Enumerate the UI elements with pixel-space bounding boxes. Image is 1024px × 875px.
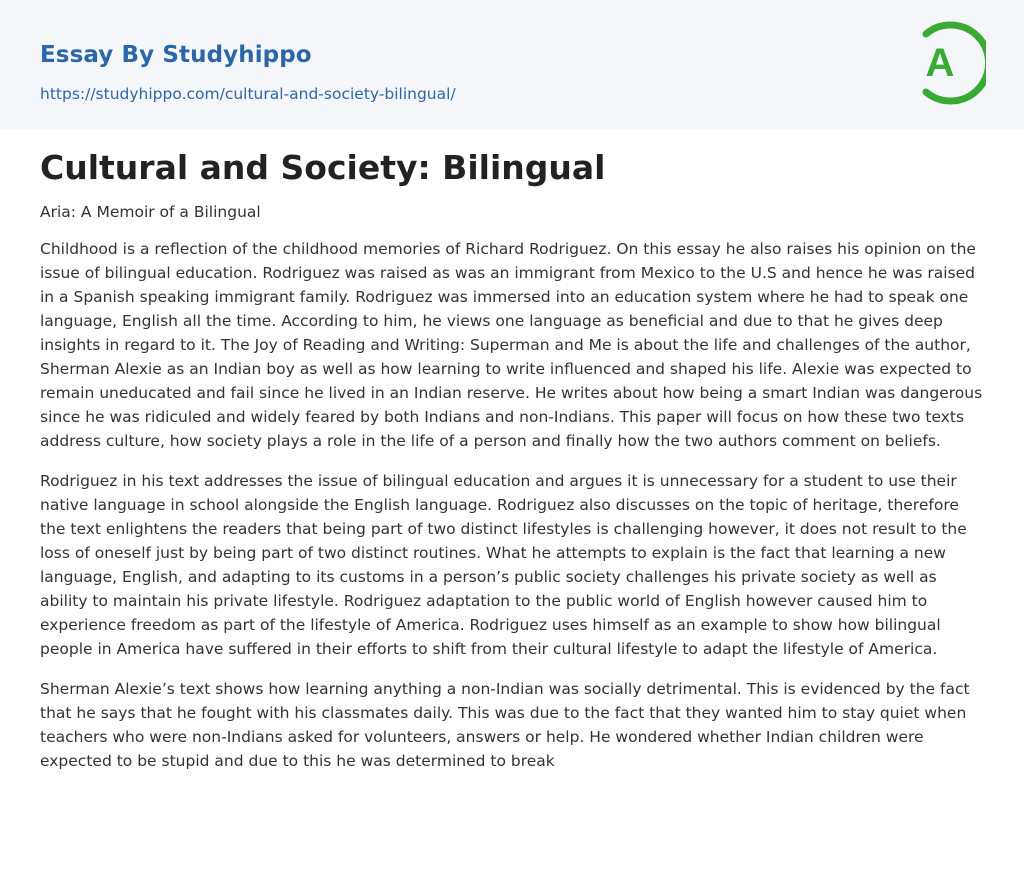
- article-paragraph: Sherman Alexie’s text shows how learning anything a non-Indian was socially detrimental. This is evidenced by the fact that he says that he fought with his classmates daily. This was due to the fact that they wanted him to stay quiet when teachers who were non-Indians asked for volunteers, answers or help. He wondered whether Indian children were expected to be stupid and due to this he was determined to break: [40, 680, 970, 770]
- article-paragraph: Rodriguez in his text addresses the issue of bilingual education and argues it is unnecessary for a student to use their native language in school alongside the English language. Rodriguez also discusses on the topic of heritage, therefore the text enlightens the readers that being part of two distinct lifestyles is challenging however, it does not result to the loss of oneself just by being part of two distinct routines. What he attempts to explain is the fact that learning a new language, English, and adapting to its customs in a person’s public society challenges his private society as well as ability to maintain his private lifestyle. Rodriguez adaptation to the public world of English however caused him to experience freedom as part of the lifestyle of America. Rodriguez uses himself as an example to show how bilingual people in America have suffered in their efforts to shift from their cultural lifestyle to adapt the lifestyle of America.: [40, 472, 967, 658]
- article-subtitle: Aria: A Memoir of a Bilingual: [40, 203, 261, 221]
- article-paragraph: Childhood is a reflection of the childhood memories of Richard Rodriguez. On this essay he also raises his opinion on the issue of bilingual education. Rodriguez was raised as was an immigrant from Mexico to the U.S and hence he was raised in a Spanish speaking immigrant family. Rodriguez was immersed into an education system where he had to speak one language, English all the time. According to him, he views one language as beneficial and due to that he gives deep insights in regard to it. The Joy of Reading and Writing: Superman and Me is about the life and challenges of the author, Sherman Alexie as an Indian boy as well as how learning to write influenced and shaped his life. Alexie was expected to remain uneducated and fail since he lived in an Indian reserve. He writes about how being a smart Indian was dangerous since he was ridiculed and widely feared by both Indians and non-Indians. This paper will focus on how these two texts address culture, how society plays a role in the life of a person and finally how the two authors comment on beliefs.: [40, 240, 983, 450]
- logo-letter: A: [925, 41, 955, 85]
- article: [40, 146, 986, 773]
- page-title: Cultural and Society: Bilingual: [40, 148, 606, 187]
- source-url-link[interactable]: https://studyhippo.com/cultural-and-society-bilingual/: [40, 85, 456, 103]
- site-header: [0, 0, 1024, 129]
- studyhippo-logo-icon[interactable]: [912, 20, 986, 106]
- brand-title[interactable]: Essay By Studyhippo: [40, 42, 312, 68]
